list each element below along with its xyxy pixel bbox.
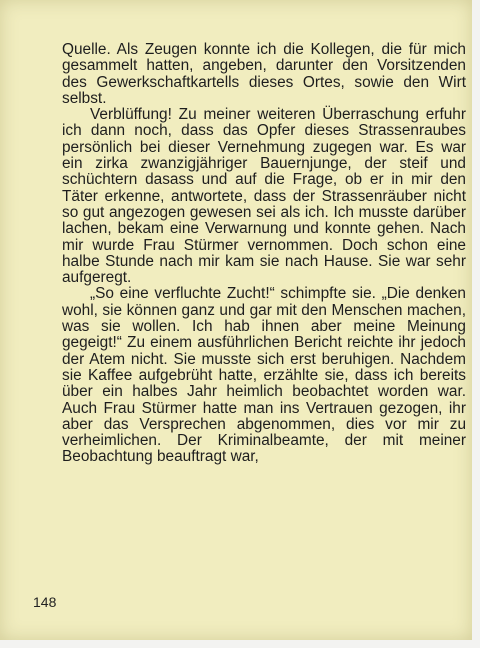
page-body-text (62, 42, 466, 466)
paragraph-2: Verblüffung! Zu meiner weiteren Überraschung erfuhr ich dann noch, dass das Opfer dieses Strassenraubes persönlich bei dieser Vernehmung zugegen war. Es war ein zirka zwanzigjähriger Bauernjunge, der steif und schüchtern dasass und auf die Frage, ob er in mir den Täter erkenne, antwortete, dass der Strassenräuber nicht so gut angezogen gewesen sei als ich. Ich musste darüber lachen, bekam eine Verwarnung und konnte gehen. Nach mir wurde Frau Stürmer vernommen. Doch schon eine halbe Stunde nach mir kam sie nach Hause. Sie war sehr aufgeregt. (62, 106, 466, 287)
paragraph-1: Quelle. Als Zeugen konnte ich die Kollegen, die für mich gesammelt hatten, angeben, darunter den Vorsitzenden des Gewerkschaftkartells dieses Ortes, sowie den Wirt selbst. (62, 41, 466, 107)
paragraph-3: „So eine verfluchte Zucht!“ schimpfte sie. „Die denken wohl, sie können ganz und gar mit den Menschen machen, was sie wollen. Ich hab ihnen aber meine Meinung gegeigt!“ Zu einem ausführlichen Bericht reichte ihr jedoch der Atem nicht. Sie musste sich erst beruhigen. Nachdem sie Kaffee aufgebrüht hatte, erzählte sie, dass ich bereits über ein halbes Jahr heimlich beobachtet worden war. Auch Frau Stürmer hatte man ins Vertrauen gezogen, ihr aber das Versprechen abgenommen, dies vor mir zu verheimlichen. Der Kriminalbeamte, der mit meiner Beobachtung beauftragt war, (62, 285, 466, 466)
page-number: 148 (33, 594, 57, 610)
